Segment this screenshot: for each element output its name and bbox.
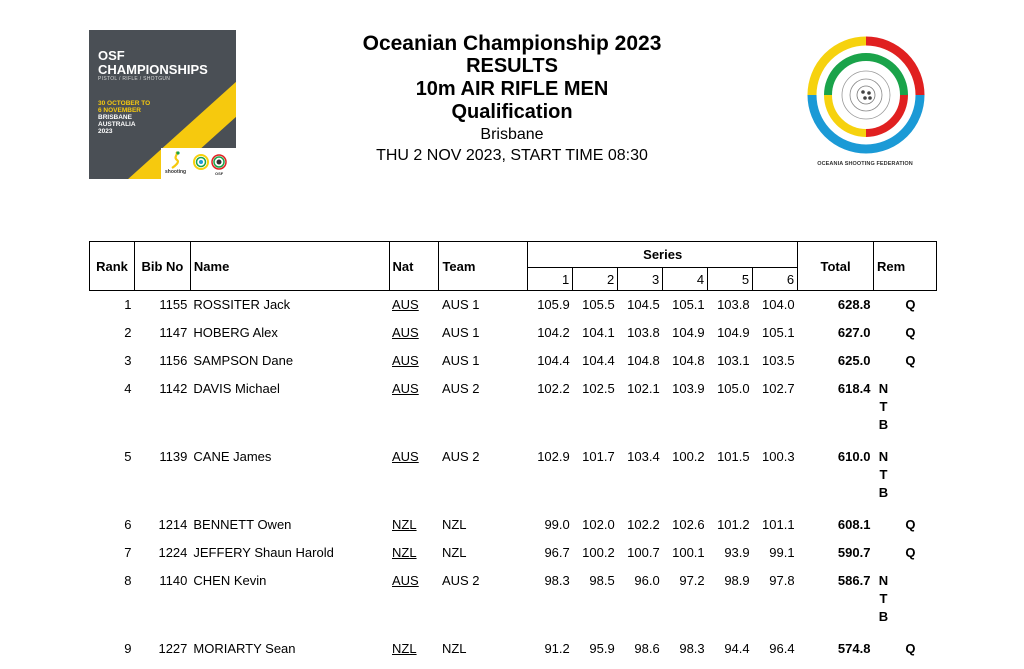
table-row [90,291,937,320]
results-table [89,241,937,663]
total-cell: 628.8 [837,297,871,312]
series-4-cell: 104.9 [672,325,705,340]
federation-target-icon [806,35,926,155]
rem-cell [873,511,936,539]
rank-cell: 5 [124,449,132,464]
nat-cell: NZL [392,641,417,656]
header-series-5: 5 [708,268,753,291]
team-cell: AUS 2 [441,381,480,396]
osf-championships-logo [89,30,236,179]
series-4-cell: 97.2 [679,573,705,588]
nat-cell: NZL [392,545,417,560]
rem-cell [873,375,936,443]
rank-cell: 2 [124,325,132,340]
name-cell: ROSSITER Jack [193,297,291,312]
rank-cell: 4 [124,381,132,396]
total-cell: 610.0 [837,449,871,464]
table-row [90,511,937,539]
series-5-cell: 93.9 [724,545,750,560]
series-5-cell: 98.9 [724,573,750,588]
federation-name: OCEANIA SHOOTING FEDERATION [817,161,913,167]
name-cell: CHEN Kevin [193,573,267,588]
header-series: Series [528,242,798,268]
mini-osf-label: OSF [215,171,224,176]
total-cell: 574.8 [837,641,871,656]
nat-cell: AUS [392,573,419,588]
series-2-cell: 104.4 [582,353,615,368]
series-1-cell: 99.0 [544,517,570,532]
rank-cell: 6 [124,517,132,532]
rank-cell: 7 [124,545,132,560]
header-rem: Rem [873,242,936,291]
logo-title-line1: OSF [98,48,125,63]
rank-cell: 1 [124,297,132,312]
rem-cell [873,319,936,347]
series-5-cell: 94.4 [724,641,750,656]
nat-cell: AUS [392,325,419,340]
series-6-cell: 97.8 [769,573,795,588]
series-3-cell: 102.2 [627,517,660,532]
rem-badge: N T B [878,381,889,432]
series-4-cell: 102.6 [672,517,705,532]
nat-cell: NZL [392,517,417,532]
start-datetime: THU 2 NOV 2023, START TIME 08:30 [376,147,648,164]
nat-cell: AUS [392,353,419,368]
rem-badge: Q [905,545,916,560]
series-3-cell: 104.5 [627,297,660,312]
bib-cell: 1224 [158,545,188,560]
team-cell: AUS 1 [441,353,480,368]
series-4-cell: 100.2 [672,449,705,464]
rem-badge: Q [905,641,916,656]
series-3-cell: 103.4 [627,449,660,464]
bib-cell: 1155 [159,297,188,312]
team-cell: AUS 1 [441,297,480,312]
series-1-cell: 104.2 [537,325,570,340]
team-cell: AUS 2 [441,449,480,464]
mini-osf-target-icon [211,154,227,170]
bib-cell: 1156 [159,353,188,368]
logo-dates-line1: 30 OCTOBER TO [98,100,151,107]
header-name: Name [190,242,389,291]
rem-badge: Q [905,517,916,532]
series-1-cell: 102.2 [537,381,570,396]
series-1-cell: 105.9 [537,297,570,312]
rem-cell [873,443,936,511]
name-cell: CANE James [193,449,272,464]
series-5-cell: 105.0 [717,381,750,396]
mini-target-icon [193,154,209,170]
logo-location [98,114,136,135]
rem-badge: N T B [878,573,889,624]
table-row [90,319,937,347]
table-row [90,375,937,443]
series-2-cell: 101.7 [582,449,615,464]
phase-name: Qualification [451,101,573,123]
header-series-3: 3 [618,268,663,291]
rem-badge: Q [905,353,916,368]
series-5-cell: 103.1 [717,353,750,368]
nat-cell: AUS [392,449,419,464]
series-5-cell: 101.5 [717,449,750,464]
table-row [90,635,937,663]
logo-location-line1: BRISBANE [98,114,132,121]
results-subtitle: RESULTS [466,55,558,77]
team-cell: NZL [441,545,467,560]
bib-cell: 1139 [159,449,188,464]
total-cell: 608.1 [837,517,871,532]
bib-cell: 1214 [158,517,188,532]
name-cell: MORIARTY Sean [193,641,296,656]
team-cell: NZL [441,517,467,532]
series-2-cell: 98.5 [589,573,615,588]
series-5-cell: 101.2 [717,517,750,532]
rank-cell: 9 [124,641,132,656]
series-3-cell: 103.8 [627,325,660,340]
team-cell: AUS 2 [441,573,480,588]
series-2-cell: 100.2 [582,545,615,560]
series-6-cell: 105.1 [762,325,795,340]
series-1-cell: 104.4 [537,353,570,368]
table-row [90,539,937,567]
series-1-cell: 98.3 [544,573,570,588]
logo-location-line2: AUSTRALIA [98,121,136,128]
header-nat: Nat [389,242,439,291]
bib-cell: 1227 [158,641,188,656]
rem-badge: Q [905,297,916,312]
series-4-cell: 105.1 [672,297,705,312]
series-5-cell: 103.8 [717,297,750,312]
header-series-2: 2 [573,268,618,291]
results-header [262,32,762,166]
sponsor-label: shooting [165,169,187,175]
series-6-cell: 102.7 [762,381,795,396]
championship-title: Oceanian Championship 2023 [362,32,662,55]
rem-cell [873,635,936,663]
rem-cell [873,347,936,375]
series-1-cell: 102.9 [537,449,570,464]
rem-badge: Q [905,325,916,340]
series-2-cell: 105.5 [582,297,615,312]
rem-cell [873,567,936,635]
series-4-cell: 104.8 [672,353,705,368]
rem-badge: N T B [878,449,889,500]
series-6-cell: 101.1 [762,517,795,532]
nat-cell: AUS [392,381,419,396]
name-cell: SAMPSON Dane [193,353,294,368]
header-series-4: 4 [663,268,708,291]
series-2-cell: 102.0 [582,517,615,532]
series-1-cell: 96.7 [544,545,570,560]
rem-cell [873,291,936,320]
series-5-cell: 104.9 [717,325,750,340]
nat-cell: AUS [392,297,419,312]
total-cell: 618.4 [837,381,871,396]
name-cell: HOBERG Alex [193,325,278,340]
shooting-figure-icon [169,151,183,169]
team-cell: NZL [441,641,467,656]
series-2-cell: 95.9 [589,641,615,656]
logo-dates [98,100,150,114]
oceania-shooting-federation-logo [800,35,930,175]
logo-title-line2: CHAMPIONSHIPS [98,62,208,77]
logo-title [98,49,208,77]
rem-cell [873,539,936,567]
header-series-1: 1 [528,268,573,291]
series-3-cell: 102.1 [627,381,660,396]
series-4-cell: 98.3 [679,641,705,656]
header-rank: Rank [90,242,135,291]
total-cell: 627.0 [837,325,871,340]
logo-year: 2023 [98,128,113,135]
table-row [90,443,937,511]
series-6-cell: 104.0 [762,297,795,312]
team-cell: AUS 1 [441,325,480,340]
total-cell: 590.7 [837,545,871,560]
series-3-cell: 100.7 [627,545,660,560]
name-cell: JEFFERY Shaun Harold [193,545,334,560]
logo-disciplines: PISTOL / RIFLE / SHOTGUN [98,76,171,82]
series-4-cell: 100.1 [672,545,705,560]
rank-cell: 8 [124,573,132,588]
series-3-cell: 96.0 [634,573,660,588]
name-cell: DAVIS Michael [193,381,280,396]
series-3-cell: 104.8 [627,353,660,368]
table-row [90,347,937,375]
total-cell: 625.0 [837,353,871,368]
series-4-cell: 103.9 [672,381,705,396]
header-bib: Bib No [134,242,190,291]
bib-cell: 1142 [159,381,188,396]
series-3-cell: 98.6 [634,641,660,656]
header-team: Team [439,242,528,291]
series-6-cell: 103.5 [762,353,795,368]
logo-dates-line2: 6 NOVEMBER [98,107,141,114]
venue: Brisbane [480,126,544,143]
header-series-6: 6 [753,268,798,291]
event-name: 10m AIR RIFLE MEN [415,78,609,100]
series-2-cell: 102.5 [582,381,615,396]
name-cell: BENNETT Owen [193,517,292,532]
rank-cell: 3 [124,353,132,368]
total-cell: 586.7 [837,573,871,588]
series-6-cell: 96.4 [769,641,795,656]
series-6-cell: 100.3 [762,449,795,464]
table-row [90,567,937,635]
series-2-cell: 104.1 [582,325,615,340]
series-1-cell: 91.2 [544,641,570,656]
series-6-cell: 99.1 [769,545,795,560]
header-total: Total [798,242,874,291]
bib-cell: 1147 [159,325,188,340]
bib-cell: 1140 [159,573,188,588]
